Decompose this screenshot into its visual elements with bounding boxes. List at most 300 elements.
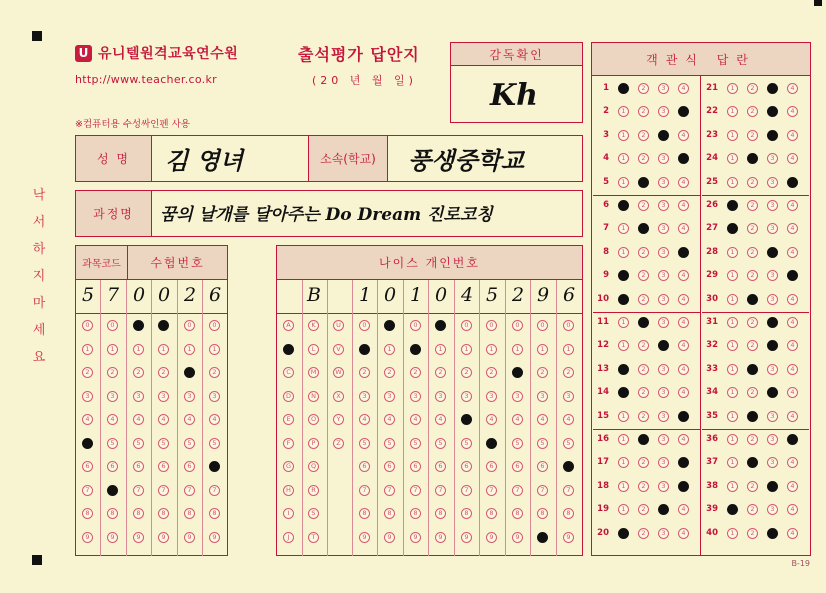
answer-bubble: 2 xyxy=(747,247,758,258)
neis-bubble: 5 xyxy=(410,438,421,449)
neis-letter-bubble: B xyxy=(283,344,294,355)
neis-bubble: 1 xyxy=(384,344,395,355)
answer-bubble: 3 xyxy=(658,364,669,375)
course-value: 꿈의 날개를 달아주는 Do Dream 진로코칭 xyxy=(160,205,493,225)
answer-bubble: 1 xyxy=(727,387,738,398)
answer-bubble: 2 xyxy=(638,340,649,351)
code-bubble: 3 xyxy=(209,391,220,402)
code-bubble: 3 xyxy=(133,391,144,402)
answer-bubble: 3 xyxy=(767,83,778,94)
answer-bubble: 1 xyxy=(727,83,738,94)
answer-bubble: 1 xyxy=(618,177,629,188)
neis-bubble: 2 xyxy=(512,367,523,378)
question-number: 20 xyxy=(597,527,609,538)
neis-bubble: 3 xyxy=(486,391,497,402)
answer-bubble: 1 xyxy=(618,434,629,445)
neis-bubble: 5 xyxy=(435,438,446,449)
institute-name: 유니텔원격교육연수원 xyxy=(98,46,239,62)
answer-bubble: 2 xyxy=(638,317,649,328)
question-number: 5 xyxy=(603,176,609,187)
neis-bubble: 2 xyxy=(384,367,395,378)
code-bubble: 1 xyxy=(133,344,144,355)
answer-bubble: 2 xyxy=(747,130,758,141)
question-number: 14 xyxy=(597,387,609,398)
code-written-digit: 7 xyxy=(106,284,120,306)
course-code-label: 과목코드 xyxy=(75,245,128,280)
question-number: 6 xyxy=(603,200,609,210)
neis-divider xyxy=(276,313,583,314)
answer-bubble: 3 xyxy=(767,317,778,328)
answer-bubble: 2 xyxy=(638,106,649,117)
neis-bubble: 8 xyxy=(410,508,421,519)
answer-bubble: 2 xyxy=(747,270,758,281)
answer-bubble: 1 xyxy=(727,294,738,305)
neis-letter-bubble: W xyxy=(333,367,344,378)
answer-bubble: 2 xyxy=(638,130,649,141)
answer-bubble: 4 xyxy=(787,83,798,94)
neis-bubble: 9 xyxy=(410,532,421,543)
answer-bubble: 3 xyxy=(658,411,669,422)
code-bubble: 2 xyxy=(133,367,144,378)
answer-bubble: 1 xyxy=(618,528,629,539)
answer-bubble: 4 xyxy=(678,317,689,328)
neis-letter-bubble: D xyxy=(283,391,294,402)
code-bubble: 2 xyxy=(184,367,195,378)
side-char: 서 xyxy=(32,215,46,230)
answer-bubble: 3 xyxy=(767,457,778,468)
neis-bubble: 1 xyxy=(537,344,548,355)
neis-letter-bubble: H xyxy=(283,485,294,496)
answer-bubble: 3 xyxy=(658,317,669,328)
code-bubble: 9 xyxy=(107,532,118,543)
neis-bubble: 3 xyxy=(435,391,446,402)
code-bubble: 8 xyxy=(209,508,220,519)
code-bubble: 7 xyxy=(107,485,118,496)
neis-bubble: 0 xyxy=(435,320,446,331)
neis-bubble: 2 xyxy=(410,367,421,378)
answer-bubble: 1 xyxy=(618,457,629,468)
question-number: 1 xyxy=(603,83,609,93)
code-column-line xyxy=(151,280,152,556)
neis-bubble: 6 xyxy=(537,461,548,472)
question-number: 22 xyxy=(706,106,718,117)
neis-letter-bubble: P xyxy=(308,438,319,449)
code-bubble: 3 xyxy=(158,391,169,402)
answer-bubble: 3 xyxy=(658,270,669,281)
code-bubble: 8 xyxy=(82,508,93,519)
answer-bubble: 1 xyxy=(727,411,738,422)
code-bubble: 7 xyxy=(158,485,169,496)
answer-bubble: 3 xyxy=(767,270,778,281)
header-logo xyxy=(75,42,238,64)
side-char: 마 xyxy=(32,296,46,311)
answer-bubble: 4 xyxy=(678,270,689,281)
neis-bubble: 8 xyxy=(486,508,497,519)
neis-letter-bubble: R xyxy=(308,485,319,496)
question-number: 11 xyxy=(597,317,609,327)
code-bubble: 3 xyxy=(107,391,118,402)
code-bubble: 5 xyxy=(133,438,144,449)
answer-group-line xyxy=(702,429,809,430)
unitel-logo-icon: U xyxy=(75,45,92,62)
code-bubble: 6 xyxy=(158,461,169,472)
exam-no-label: 수험번호 xyxy=(127,245,228,280)
neis-letter-bubble: M xyxy=(308,367,319,378)
form-title: 출석평가 답안지 xyxy=(298,45,420,64)
neis-letter-bubble: Z xyxy=(333,438,344,449)
answer-bubble: 2 xyxy=(638,83,649,94)
neis-bubble: 9 xyxy=(563,532,574,543)
affiliation-label: 소속(학교) xyxy=(308,135,388,182)
question-number: 36 xyxy=(706,434,718,444)
neis-bubble: 9 xyxy=(486,532,497,543)
question-number: 13 xyxy=(597,363,609,374)
neis-bubble: 8 xyxy=(435,508,446,519)
neis-bubble: 8 xyxy=(384,508,395,519)
code-bubble: 1 xyxy=(184,344,195,355)
side-char: 하 xyxy=(32,242,46,257)
answer-bubble: 1 xyxy=(618,340,629,351)
answer-bubble: 3 xyxy=(658,457,669,468)
neis-letter-bubble: J xyxy=(283,532,294,543)
neis-bubble: 4 xyxy=(384,414,395,425)
neis-bubble: 7 xyxy=(537,485,548,496)
answer-bubble: 1 xyxy=(727,340,738,351)
answer-bubble: 3 xyxy=(658,200,669,211)
answer-bubble: 3 xyxy=(767,411,778,422)
question-number: 17 xyxy=(597,457,609,468)
answer-bubble: 4 xyxy=(678,481,689,492)
answer-bubble: 4 xyxy=(787,153,798,164)
neis-bubble: 4 xyxy=(512,414,523,425)
question-number: 23 xyxy=(706,129,718,140)
answer-bubble: 1 xyxy=(618,387,629,398)
answer-bubble: 4 xyxy=(678,294,689,305)
code-bubble: 0 xyxy=(133,320,144,331)
side-char: 낙 xyxy=(32,188,46,203)
question-number: 29 xyxy=(706,270,718,281)
answer-bubble: 3 xyxy=(767,177,778,188)
name-value: 김 영녀 xyxy=(165,146,243,175)
neis-bubble: 4 xyxy=(537,414,548,425)
code-bubble: 8 xyxy=(184,508,195,519)
neis-bubble: 8 xyxy=(461,508,472,519)
answer-bubble: 1 xyxy=(727,434,738,445)
answer-bubble: 2 xyxy=(747,528,758,539)
answer-bubble: 4 xyxy=(787,247,798,258)
code-bubble: 2 xyxy=(82,367,93,378)
question-number: 12 xyxy=(597,340,609,351)
neis-bubble: 0 xyxy=(486,320,497,331)
neis-bubble: 9 xyxy=(359,532,370,543)
neis-written-digit: 9 xyxy=(536,284,550,306)
answer-bubble: 2 xyxy=(747,481,758,492)
neis-bubble: 6 xyxy=(486,461,497,472)
question-number: 2 xyxy=(603,106,609,117)
code-bubble: 3 xyxy=(184,391,195,402)
neis-bubble: 7 xyxy=(410,485,421,496)
neis-letter-bubble: F xyxy=(283,438,294,449)
answer-bubble: 1 xyxy=(727,481,738,492)
answer-bubble: 4 xyxy=(678,340,689,351)
neis-bubble: 6 xyxy=(410,461,421,472)
answer-bubble: 3 xyxy=(767,504,778,515)
neis-written-digit: 4 xyxy=(460,284,474,306)
answer-bubble: 3 xyxy=(658,153,669,164)
question-number: 40 xyxy=(706,527,718,538)
answer-bubble: 1 xyxy=(618,270,629,281)
neis-bubble: 0 xyxy=(410,320,421,331)
neis-bubble: 0 xyxy=(384,320,395,331)
answer-bubble: 4 xyxy=(678,504,689,515)
question-number: 21 xyxy=(706,83,718,93)
answer-bubble: 4 xyxy=(678,411,689,422)
answer-bubble: 2 xyxy=(747,294,758,305)
answer-bubble: 2 xyxy=(638,294,649,305)
answer-bubble: 4 xyxy=(787,434,798,445)
neis-bubble: 2 xyxy=(359,367,370,378)
answer-bubble: 3 xyxy=(658,83,669,94)
answer-bubble: 2 xyxy=(638,223,649,234)
timing-mark-top xyxy=(32,31,42,41)
question-number: 19 xyxy=(597,504,609,515)
answer-group-line xyxy=(593,195,700,196)
answer-bubble: 4 xyxy=(678,528,689,539)
question-number: 27 xyxy=(706,223,718,234)
code-bubble: 9 xyxy=(133,532,144,543)
neis-letter-bubble: O xyxy=(308,414,319,425)
code-bubble: 5 xyxy=(82,438,93,449)
neis-bubble: 8 xyxy=(359,508,370,519)
neis-written-digit: 5 xyxy=(485,284,499,306)
neis-bubble: 6 xyxy=(461,461,472,472)
neis-bubble: 9 xyxy=(461,532,472,543)
question-number: 8 xyxy=(603,246,609,257)
code-bubble: 4 xyxy=(184,414,195,425)
code-bubble: 6 xyxy=(107,461,118,472)
code-bubble: 2 xyxy=(209,367,220,378)
answer-bubble: 1 xyxy=(618,364,629,375)
answer-bubble: 1 xyxy=(618,106,629,117)
neis-bubble: 5 xyxy=(486,438,497,449)
question-number: 39 xyxy=(706,504,718,515)
question-number: 18 xyxy=(597,480,609,491)
code-written-digit: 0 xyxy=(132,284,146,306)
answer-bubble: 2 xyxy=(747,457,758,468)
code-bubble: 2 xyxy=(158,367,169,378)
question-number: 31 xyxy=(706,317,718,327)
neis-bubble: 1 xyxy=(410,344,421,355)
answer-group-line xyxy=(593,312,700,313)
answer-bubble: 1 xyxy=(727,106,738,117)
neis-letter-bubble: Y xyxy=(333,414,344,425)
answer-bubble: 3 xyxy=(658,504,669,515)
neis-bubble: 4 xyxy=(359,414,370,425)
code-bubble: 4 xyxy=(82,414,93,425)
answer-bubble: 2 xyxy=(638,434,649,445)
neis-bubble: 1 xyxy=(359,344,370,355)
answer-bubble: 3 xyxy=(658,528,669,539)
code-bubble: 0 xyxy=(209,320,220,331)
code-bubble: 1 xyxy=(82,344,93,355)
timing-mark-corner xyxy=(814,0,822,6)
answer-bubble: 4 xyxy=(787,481,798,492)
answer-bubble: 3 xyxy=(658,340,669,351)
answer-bubble: 2 xyxy=(747,434,758,445)
answer-bubble: 1 xyxy=(618,200,629,211)
neis-bubble: 0 xyxy=(563,320,574,331)
answer-bubble: 1 xyxy=(727,223,738,234)
answer-bubble: 2 xyxy=(747,364,758,375)
answer-bubble: 3 xyxy=(767,387,778,398)
question-number: 35 xyxy=(706,410,718,421)
answer-bubble: 1 xyxy=(727,200,738,211)
answer-bubble: 4 xyxy=(678,457,689,468)
code-bubble: 0 xyxy=(184,320,195,331)
site-url: http://www.teacher.co.kr xyxy=(75,73,217,86)
answer-group-line xyxy=(702,312,809,313)
code-bubble: 9 xyxy=(184,532,195,543)
code-column-line xyxy=(177,280,178,556)
neis-letter-bubble: N xyxy=(308,391,319,402)
affiliation-value: 풍생중학교 xyxy=(408,146,524,175)
neis-letter-bubble: E xyxy=(283,414,294,425)
neis-letter-bubble: I xyxy=(283,508,294,519)
answer-group-line xyxy=(702,195,809,196)
answer-bubble: 2 xyxy=(747,411,758,422)
answer-bubble: 3 xyxy=(658,247,669,258)
neis-bubble: 9 xyxy=(384,532,395,543)
answer-bubble: 3 xyxy=(767,434,778,445)
answer-bubble: 1 xyxy=(727,130,738,141)
code-written-digit: 0 xyxy=(157,284,171,306)
code-bubble: 8 xyxy=(133,508,144,519)
neis-bubble: 2 xyxy=(435,367,446,378)
answer-bubble: 2 xyxy=(747,106,758,117)
neis-letter-bubble: V xyxy=(333,344,344,355)
code-written-digit: 6 xyxy=(208,284,222,306)
neis-bubble: 9 xyxy=(435,532,446,543)
neis-bubble: 3 xyxy=(384,391,395,402)
answer-bubble: 4 xyxy=(678,223,689,234)
answer-bubble: 2 xyxy=(638,528,649,539)
answers-label: 객관식 답란 xyxy=(591,42,811,76)
neis-letter-bubble: G xyxy=(283,461,294,472)
answer-bubble: 3 xyxy=(767,153,778,164)
neis-column-line xyxy=(505,280,506,556)
neis-letter-bubble: C xyxy=(283,367,294,378)
answer-bubble: 2 xyxy=(638,504,649,515)
code-bubble: 5 xyxy=(209,438,220,449)
code-bubble: 2 xyxy=(107,367,118,378)
answer-bubble: 4 xyxy=(787,223,798,234)
answer-bubble: 1 xyxy=(727,177,738,188)
neis-bubble: 4 xyxy=(410,414,421,425)
answer-bubble: 2 xyxy=(747,317,758,328)
answer-bubble: 3 xyxy=(658,106,669,117)
neis-bubble: 3 xyxy=(359,391,370,402)
code-bubble: 1 xyxy=(107,344,118,355)
neis-bubble: 1 xyxy=(512,344,523,355)
code-column-line xyxy=(126,280,127,556)
answer-bubble: 4 xyxy=(787,457,798,468)
code-bubble: 6 xyxy=(209,461,220,472)
question-number: 37 xyxy=(706,457,718,468)
code-bubble: 3 xyxy=(82,391,93,402)
code-bubble: 6 xyxy=(133,461,144,472)
code-bubble: 7 xyxy=(184,485,195,496)
no-scribble-notice xyxy=(30,182,48,371)
neis-bubble: 0 xyxy=(537,320,548,331)
answer-bubble: 3 xyxy=(767,481,778,492)
neis-written-digit: 0 xyxy=(434,284,448,306)
answer-bubble: 3 xyxy=(658,177,669,188)
answer-bubble: 1 xyxy=(618,411,629,422)
neis-bubble: 7 xyxy=(486,485,497,496)
neis-bubble: 6 xyxy=(359,461,370,472)
side-char: 지 xyxy=(32,269,46,284)
neis-bubble: 0 xyxy=(461,320,472,331)
answer-bubble: 2 xyxy=(747,200,758,211)
neis-bubble: 4 xyxy=(486,414,497,425)
question-number: 25 xyxy=(706,176,718,187)
neis-letter-bubble: U xyxy=(333,320,344,331)
neis-bubble: 6 xyxy=(384,461,395,472)
answer-bubble: 1 xyxy=(618,504,629,515)
answer-bubble: 3 xyxy=(658,294,669,305)
answer-bubble: 4 xyxy=(787,340,798,351)
code-bubble: 1 xyxy=(209,344,220,355)
neis-written-digit: 6 xyxy=(562,284,576,306)
answer-bubble: 1 xyxy=(618,83,629,94)
neis-column-line xyxy=(479,280,480,556)
neis-bubble: 6 xyxy=(563,461,574,472)
answer-bubble: 4 xyxy=(787,411,798,422)
neis-letter-bubble: X xyxy=(333,391,344,402)
pen-note: ※컴퓨터용 수성싸인펜 사용 xyxy=(75,119,190,130)
neis-column-line xyxy=(302,280,303,556)
question-number: 38 xyxy=(706,480,718,491)
answer-bubble: 2 xyxy=(747,223,758,234)
answer-bubble: 4 xyxy=(678,106,689,117)
neis-column-line xyxy=(377,280,378,556)
code-bubble: 4 xyxy=(209,414,220,425)
neis-bubble: 5 xyxy=(384,438,395,449)
answer-bubble: 1 xyxy=(727,364,738,375)
neis-bubble: 5 xyxy=(512,438,523,449)
code-bubble: 6 xyxy=(82,461,93,472)
neis-bubble: 7 xyxy=(563,485,574,496)
neis-bubble: 7 xyxy=(384,485,395,496)
code-bubble: 7 xyxy=(133,485,144,496)
answer-bubble: 2 xyxy=(638,153,649,164)
answer-bubble: 1 xyxy=(727,247,738,258)
code-bubble: 4 xyxy=(158,414,169,425)
neis-bubble: 7 xyxy=(461,485,472,496)
neis-bubble: 1 xyxy=(563,344,574,355)
answer-bubble: 2 xyxy=(638,364,649,375)
neis-bubble: 2 xyxy=(563,367,574,378)
neis-letter-bubble: A xyxy=(283,320,294,331)
neis-bubble: 8 xyxy=(563,508,574,519)
neis-bubble: 4 xyxy=(435,414,446,425)
neis-bubble: 3 xyxy=(512,391,523,402)
answer-bubble: 2 xyxy=(638,247,649,258)
neis-bubble: 4 xyxy=(563,414,574,425)
question-number: 32 xyxy=(706,340,718,351)
answer-bubble: 1 xyxy=(727,270,738,281)
answer-bubble: 3 xyxy=(767,106,778,117)
